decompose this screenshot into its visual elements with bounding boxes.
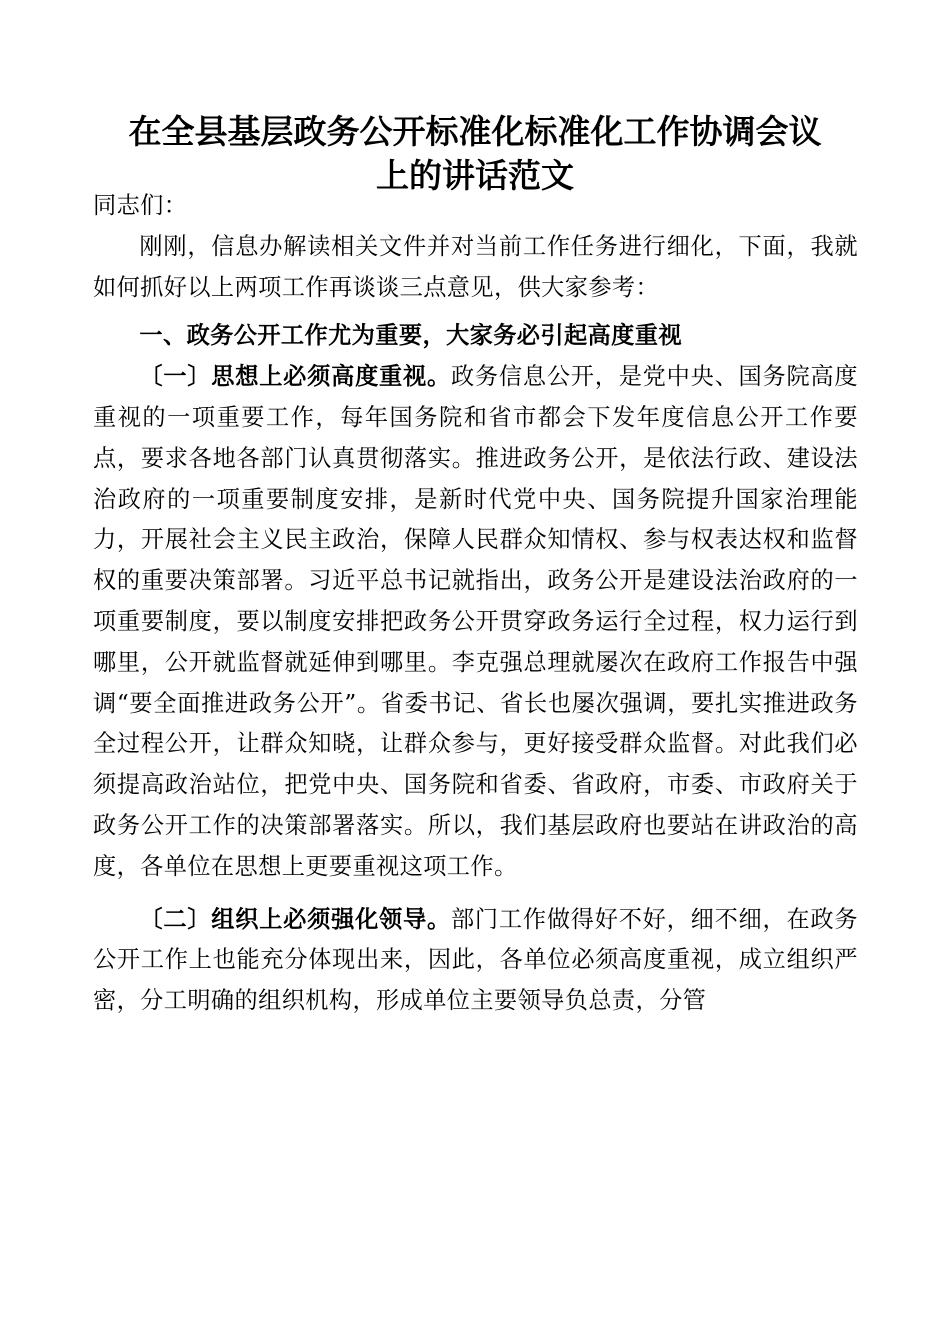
intro-paragraph: 刚刚，信息办解读相关文件并对当前工作任务进行细化，下面，我就如何抓好以上两项工作再谈谈三点意见，供大家参考： <box>93 232 858 301</box>
subsection-1-paragraph <box>93 357 858 887</box>
section-heading-1: 一、政务公开工作尤为重要，大家务必引起高度重视 <box>139 322 682 350</box>
subsection-2-paragraph <box>93 900 858 1022</box>
subsection-1-text: 政务信息公开，是党中央、国务院高度重视的一项重要工作，每年国务院和省市都会下发年度信息公开工作要点，要求各地各部门认真贯彻落实。推进政务公开，是依法行政、建设法治政府的一项重要制度安排，是新时代党中央、国务院提升国家治理能力，开展社会主义民主政治，保障人民群众知情权、参与权表达权和监督权的重要决策部署。习近平总书记就指出，政务公开是建设法治政府的一项重要制度，要以制度安排把政务公开贯穿政务运行全过程，权力运行到哪里，公开就监督就延伸到哪里。李克强总理就屡次在政府工作报告中强调“要全面推进政务公开”。省委书记、省长也屡次强调，要扎实推进政务全过程公开，让群众知晓，让群众参与，更好接受群众监督。对此我们必须提高政治站位，把党中央、国务院和省委、省政府，市委、市政府关于政务公开工作的决策部署落实。所以，我们基层政府也要站在讲政治的高度，各单位在思想上更要重视这项工作。 <box>93 363 858 880</box>
subsection-1-label: 〔一〕思想上必须高度重视。 <box>139 363 451 391</box>
document-body <box>93 186 858 1022</box>
greeting: 同志们： <box>93 192 188 219</box>
document-title <box>80 110 870 198</box>
subsection-2-label: 〔二〕组织上必须强化领导。 <box>139 905 451 933</box>
title-line-2: 上的讲话范文 <box>376 156 574 195</box>
subsection-2-text: 部门工作做得好不好，细不细，在政务公开工作上也能充分体现出来，因此，各单位必须高度重视，成立组织严密，分工明确的组织机构，形成单位主要领导负总责，分管 <box>93 905 858 1015</box>
title-line-1: 在全县基层政务公开标准化标准化工作协调会议 <box>128 112 822 151</box>
